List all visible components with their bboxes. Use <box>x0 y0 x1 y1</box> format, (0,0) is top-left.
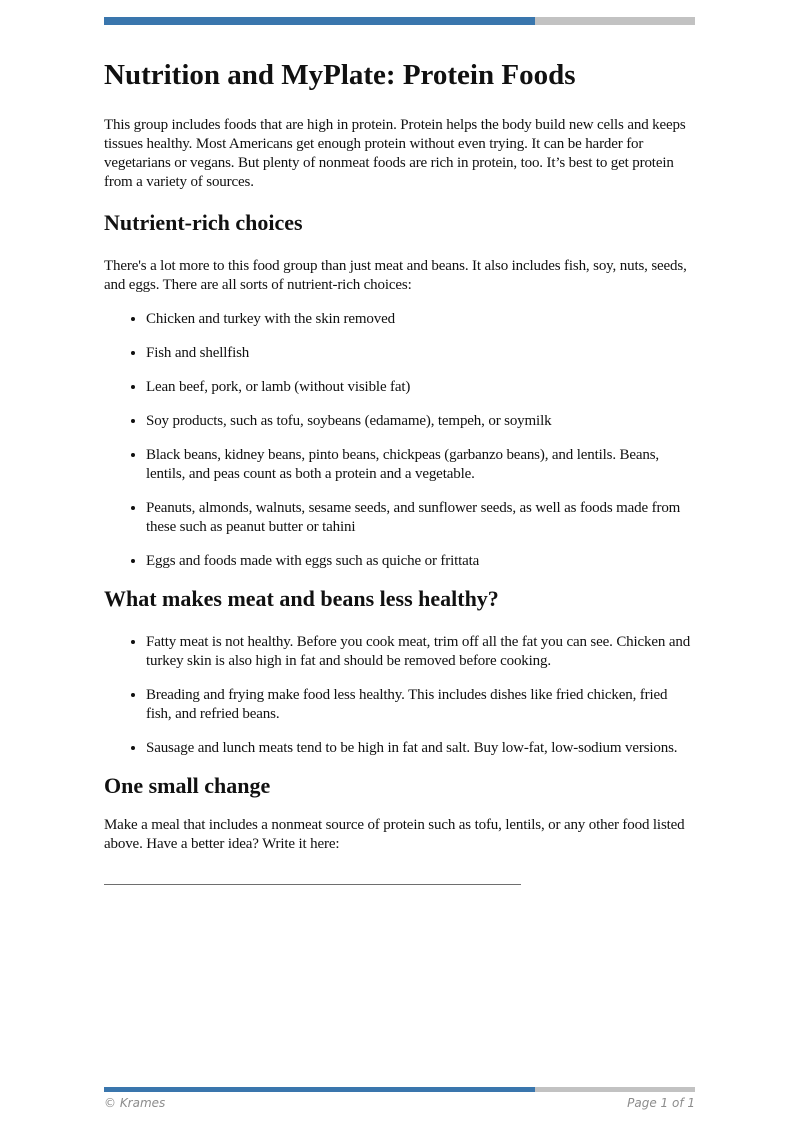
list-item: • Peanuts, almonds, walnuts, sesame seeds, and sunflower seeds, as well as foods made from these such as peanut butter or tahini <box>146 499 695 537</box>
less-healthy-bullet-list <box>104 633 695 758</box>
footer-page-number: Page 1 of 1 <box>627 1096 695 1110</box>
bottom-accent-bar-blue-segment <box>104 1087 535 1092</box>
section-heading-one-small-change: One small change <box>104 773 271 798</box>
top-accent-bar-blue-segment <box>104 17 535 25</box>
list-item: • Black beans, kidney beans, pinto beans, chickpeas (garbanzo beans), and lentils. Beans, lentils, and peas count as both a protein and a vegetable. <box>146 446 695 484</box>
list-item: • Lean beef, pork, or lamb (without visible fat) <box>146 378 695 397</box>
list-item: • Chicken and turkey with the skin removed <box>146 310 695 329</box>
section-heading-nutrient-rich-choices: Nutrient-rich choices <box>104 210 303 235</box>
list-item: • Breading and frying make food less healthy. This includes dishes like fried chicken, fried fish, and refried beans. <box>146 686 695 724</box>
top-accent-bar-gray-segment <box>535 17 695 25</box>
one-small-change-paragraph: Make a meal that includes a nonmeat source of protein such as tofu, lentils, or any other food listed above. Have a better idea? Write it here: <box>104 817 685 852</box>
top-accent-bar <box>104 17 695 25</box>
list-item: • Eggs and foods made with eggs such as quiche or frittata <box>146 552 695 571</box>
intro-paragraph: This group includes foods that are high in protein. Protein helps the body build new cells and keeps tissues healthy. Most Americans get enough protein without even trying. It can be harder for vegetarians or vegans. But plenty of nonmeat foods are rich in protein, too. It’s best to get protein from a variety of sources. <box>104 117 686 190</box>
footer-copyright: © Krames <box>104 1096 166 1110</box>
nutrient-rich-paragraph: There's a lot more to this food group than just meat and beans. It also includes fish, soy, nuts, seeds, and eggs. There are all sorts of nutrient-rich choices: <box>104 258 687 293</box>
section-heading-less-healthy: What makes meat and beans less healthy? <box>104 586 499 611</box>
list-item: • Soy products, such as tofu, soybeans (edamame), tempeh, or soymilk <box>146 412 695 431</box>
bottom-accent-bar-gray-segment <box>535 1087 695 1092</box>
document-content <box>104 0 695 885</box>
list-item: • Fatty meat is not healthy. Before you cook meat, trim off all the fat you can see. Chicken and turkey skin is also high in fat and should be removed before cooking. <box>146 633 695 671</box>
list-item: • Fish and shellfish <box>146 344 695 363</box>
footer-row <box>104 1096 695 1110</box>
footer <box>104 1087 695 1110</box>
nutrient-rich-bullet-list <box>104 310 695 571</box>
list-item: • Sausage and lunch meats tend to be high in fat and salt. Buy low-fat, low-sodium versions. <box>146 739 695 758</box>
bottom-accent-bar <box>104 1087 695 1092</box>
page-title: Nutrition and MyPlate: Protein Foods <box>104 59 576 91</box>
write-in-line <box>104 884 521 885</box>
